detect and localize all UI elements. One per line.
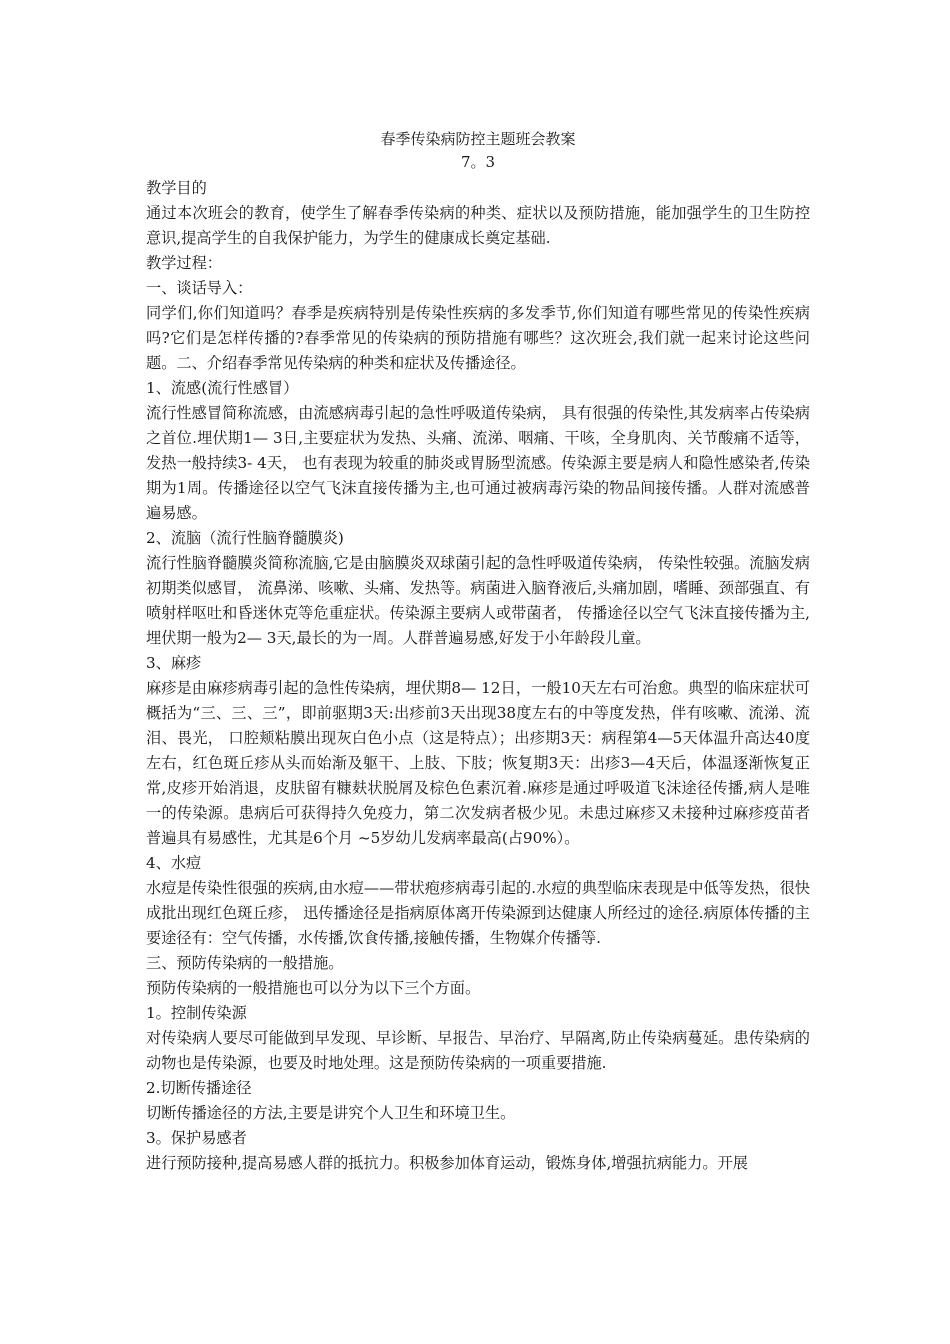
section-heading: 2.切断传播途径 — [146, 1079, 252, 1097]
paragraph: 流行性脑脊髓膜炎简称流脑,它是由脑膜炎双球菌引起的急性呼吸道传染病， 传染性较强。流脑发病初期类似感冒， 流鼻涕、咳嗽、头痛、发热等。病菌进入脑脊液后,头痛加剧，嗜睡、颈部强直、有喷射样呕吐和昏迷休克等危重症状。传染源主要病人或带菌者， 传播途径以空气飞沫直接传播为主,埋伏期一般为2— 3天,最长的为一周。人群普遍易感,好发于小年龄段儿童。 — [146, 554, 810, 647]
paragraph: 切断传播途径的方法,主要是讲究个人卫生和环境卫生。 — [146, 1104, 516, 1122]
document-title: 春季传染病防控主题班会教案 — [380, 130, 576, 148]
section-heading: 1、流感(流行性感冒） — [146, 379, 299, 397]
section-heading: 1。控制传染源 — [146, 1004, 247, 1022]
paragraph: 进行预防接种,提高易感人群的抵抗力。积极参加体育运动，锻炼身体,增强抗病能力。开展 — [146, 1154, 748, 1172]
section-heading: 三、预防传染病的一般措施。 — [146, 954, 344, 972]
section-heading: 2、流脑（流行性脑脊髓膜炎) — [146, 529, 344, 547]
document-date: 7。3 — [460, 153, 496, 171]
section-heading: 3。保护易感者 — [146, 1129, 247, 1147]
paragraph: 对传染病人要尽可能做到早发现、早诊断、早报告、早治疗、早隔离,防止传染病蔓延。患传染病的动物也是传染源，也要及时地处理。这是预防传染病的一项重要措施. — [146, 1029, 810, 1072]
section-heading: 4、水痘 — [146, 854, 202, 872]
paragraph: 水痘是传染性很强的疾病,由水痘——带状疱疹病毒引起的.水痘的典型临床表现是中低等发热，很快成批出现红色斑丘疹， 迅传播途径是指病原体离开传染源到达健康人所经过的途径.病原体传播的主要途径有：空气传播，水传播,饮食传播,接触传播，生物媒介传播等. — [146, 879, 810, 947]
section-heading: 一、谈话导入： — [146, 279, 253, 297]
paragraph: 通过本次班会的教育，使学生了解春季传染病的种类、症状以及预防措施，能加强学生的卫生防控意识,提高学生的自我保护能力，为学生的健康成长奠定基础. — [146, 204, 810, 247]
section-heading: 3、麻疹 — [146, 654, 202, 672]
document-page — [146, 128, 810, 1176]
paragraph: 麻疹是由麻疹病毒引起的急性传染病，埋伏期8— 12日，一般10天左右可治愈。典型的临床症状可概括为“三、三、三”，即前驱期3天:出疹前3天出现38度左右的中等度发热，伴有咳嗽、流涕、流泪、畏光， 口腔颊粘膜出现灰白色小点（这是特点）；出疹期3天：病程第4—5天体温升高达40度左右，红色斑丘疹从头而始渐及躯干、上肢、下肢；恢复期3天：出疹3—4天后，体温逐渐恢复正常,皮疹开始消退，皮肤留有糠麸状脱屑及棕色色素沉着.麻疹是通过呼吸道飞沫途径传播,病人是唯一的传染源。患病后可获得持久免疫力，第二次发病者极少见。未患过麻疹又未接种过麻疹疫苗者普遍具有易感性，尤其是6个月 ~5岁幼儿发病率最高(占90%）。 — [146, 679, 810, 847]
paragraph: 同学们,你们知道吗？春季是疾病特别是传染性疾病的多发季节,你们知道有哪些常见的传染性疾病吗?它们是怎样传播的?春季常见的传染病的预防措施有哪些？这次班会,我们就一起来讨论这些问题。二、介绍春季常见传染病的种类和症状及传播途径。 — [146, 304, 810, 372]
section-heading: 教学目的 — [146, 179, 207, 197]
section-heading: 教学过程： — [146, 254, 222, 272]
paragraph: 预防传染病的一般措施也可以分为以下三个方面。 — [146, 979, 481, 997]
paragraph: 流行性感冒简称流感，由流感病毒引起的急性呼吸道传染病， 具有很强的传染性,其发病率占传染病之首位.埋伏期1— 3日,主要症状为发热、头痛、流涕、咽痛、干咳，全身肌肉、关节酸痛不适等，发热一般持续3- 4天， 也有表现为较重的肺炎或胃肠型流感。传染源主要是病人和隐性感染者,传染期为1周。传播途径以空气飞沫直接传播为主,也可通过被病毒污染的物品间接传播。人群对流感普遍易感。 — [146, 404, 810, 522]
